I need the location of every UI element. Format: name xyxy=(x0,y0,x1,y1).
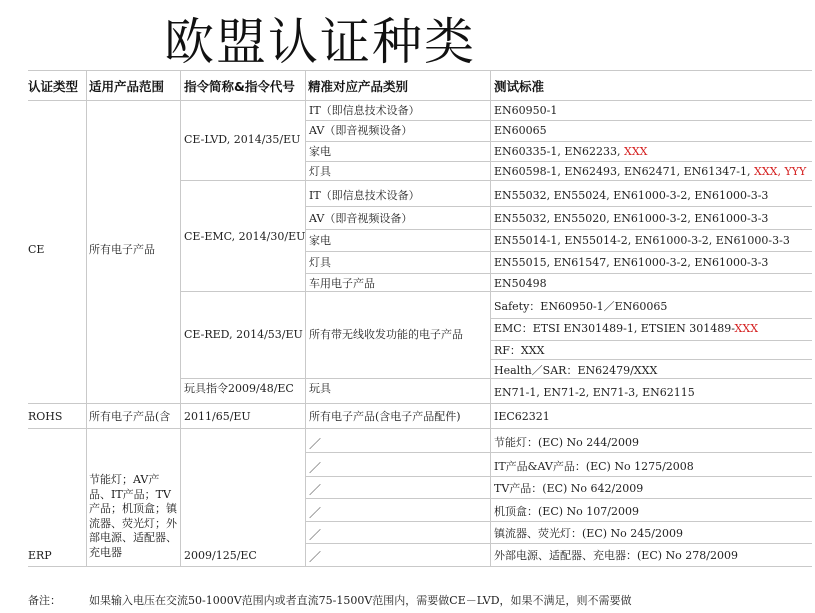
erp-category-slash: ／ xyxy=(309,437,322,451)
erp-standard: 外部电源、适配器、充电器：(EC) No 278/2009 xyxy=(494,549,738,562)
erp-standard: 镇流器、荧光灯：(EC) No 245/2009 xyxy=(494,527,683,540)
header-directive: 指令简称&指令代号 xyxy=(184,79,295,94)
rohs-category: 所有电子产品(含电子产品配件) xyxy=(309,410,461,423)
lvd-category: AV（即音视频设备） xyxy=(309,124,413,137)
ce-scope: 所有电子产品 xyxy=(89,243,155,256)
header-scope: 适用产品范围 xyxy=(89,79,165,94)
red-category: 所有带无线收发功能的电子产品 xyxy=(309,328,463,341)
erp-category-slash: ／ xyxy=(309,528,322,542)
red-directive: CE-RED, 2014/53/EU xyxy=(184,328,303,341)
erp-standard: 机顶盒：(EC) No 107/2009 xyxy=(494,505,639,518)
lvd-standard: EN60950-1 xyxy=(494,104,558,117)
ce-type: CE xyxy=(28,243,45,256)
toy-directive: 玩具指令2009/48/EC xyxy=(184,382,294,395)
emc-category: 家电 xyxy=(309,234,331,247)
erp-category-slash: ／ xyxy=(309,483,322,497)
header-category: 精准对应产品类别 xyxy=(308,79,409,94)
erp-standard: TV产品：(EC) No 642/2009 xyxy=(494,482,644,495)
erp-category-slash: ／ xyxy=(309,461,322,475)
lvd-category: 灯具 xyxy=(309,165,331,178)
header-standard: 测试标准 xyxy=(494,79,545,94)
red-standard: Safety：EN60950-1／EN60065 xyxy=(494,300,668,313)
emc-category: 灯具 xyxy=(309,256,331,269)
erp-scope: 节能灯；AV产品、IT产品；TV产品；机顶盒；镇流器、荧光灯；外部电源、适配器、充电器 xyxy=(89,473,177,559)
placeholder-red-text: XXX, YYY xyxy=(754,165,807,178)
lvd-directive: CE-LVD, 2014/35/EU xyxy=(184,133,301,146)
red-standard: EMC：ETSI EN301489-1, ETSIEN 301489-XXX xyxy=(494,322,759,335)
emc-category: IT（即信息技术设备） xyxy=(309,189,420,202)
emc-standard: EN50498 xyxy=(494,277,547,290)
erp-type: ERP xyxy=(28,549,52,562)
erp-standard: IT产品&AV产品：(EC) No 1275/2008 xyxy=(494,460,694,473)
rohs-scope: 所有电子产品(含 xyxy=(89,410,171,423)
placeholder-red-text: XXX xyxy=(624,145,648,158)
rohs-standard: IEC62321 xyxy=(494,410,550,423)
toy-standard: EN71-1, EN71-2, EN71-3, EN62115 xyxy=(494,386,695,399)
emc-category: AV（即音视频设备） xyxy=(309,212,413,225)
page-title: 欧盟认证种类 xyxy=(164,13,476,71)
emc-directive: CE-EMC, 2014/30/EU xyxy=(184,230,306,243)
lvd-standard: EN60598-1, EN62493, EN62471, EN61347-1, XXX, YYY xyxy=(494,165,807,178)
erp-directive: 2009/125/EC xyxy=(184,549,257,562)
lvd-category: IT（即信息技术设备） xyxy=(309,104,420,117)
lvd-category: 家电 xyxy=(309,145,331,158)
emc-standard: EN55032, EN55020, EN61000-3-2, EN61000-3-3 xyxy=(494,212,769,225)
erp-standard: 节能灯：(EC) No 244/2009 xyxy=(494,436,639,449)
placeholder-red-text: XXX xyxy=(734,322,759,335)
toy-category: 玩具 xyxy=(309,382,331,395)
lvd-standard: EN60335-1, EN62233, XXX xyxy=(494,145,648,158)
header-cert-type: 认证类型 xyxy=(28,79,79,94)
red-standard: Health／SAR：EN62479/XXX xyxy=(494,364,658,377)
erp-category-slash: ／ xyxy=(309,550,322,564)
emc-standard: EN55014-1, EN55014-2, EN61000-3-2, EN61000-3-3 xyxy=(494,234,790,247)
note-text: 如果输入电压在交流50-1000V范围内或者直流75-1500V范围内，需要做CE－LVD，如果不满足，则不需要做 xyxy=(89,594,632,607)
emc-standard: EN55015, EN61547, EN61000-3-2, EN61000-3-3 xyxy=(494,256,769,269)
erp-category-slash: ／ xyxy=(309,506,322,520)
red-standard: RF：XXX xyxy=(494,344,545,357)
note-label: 备注： xyxy=(28,594,61,607)
lvd-standard: EN60065 xyxy=(494,124,547,137)
emc-standard: EN55032, EN55024, EN61000-3-2, EN61000-3-3 xyxy=(494,189,769,202)
emc-category: 车用电子产品 xyxy=(309,277,375,290)
rohs-directive: 2011/65/EU xyxy=(184,410,251,423)
rohs-type: ROHS xyxy=(28,410,63,423)
